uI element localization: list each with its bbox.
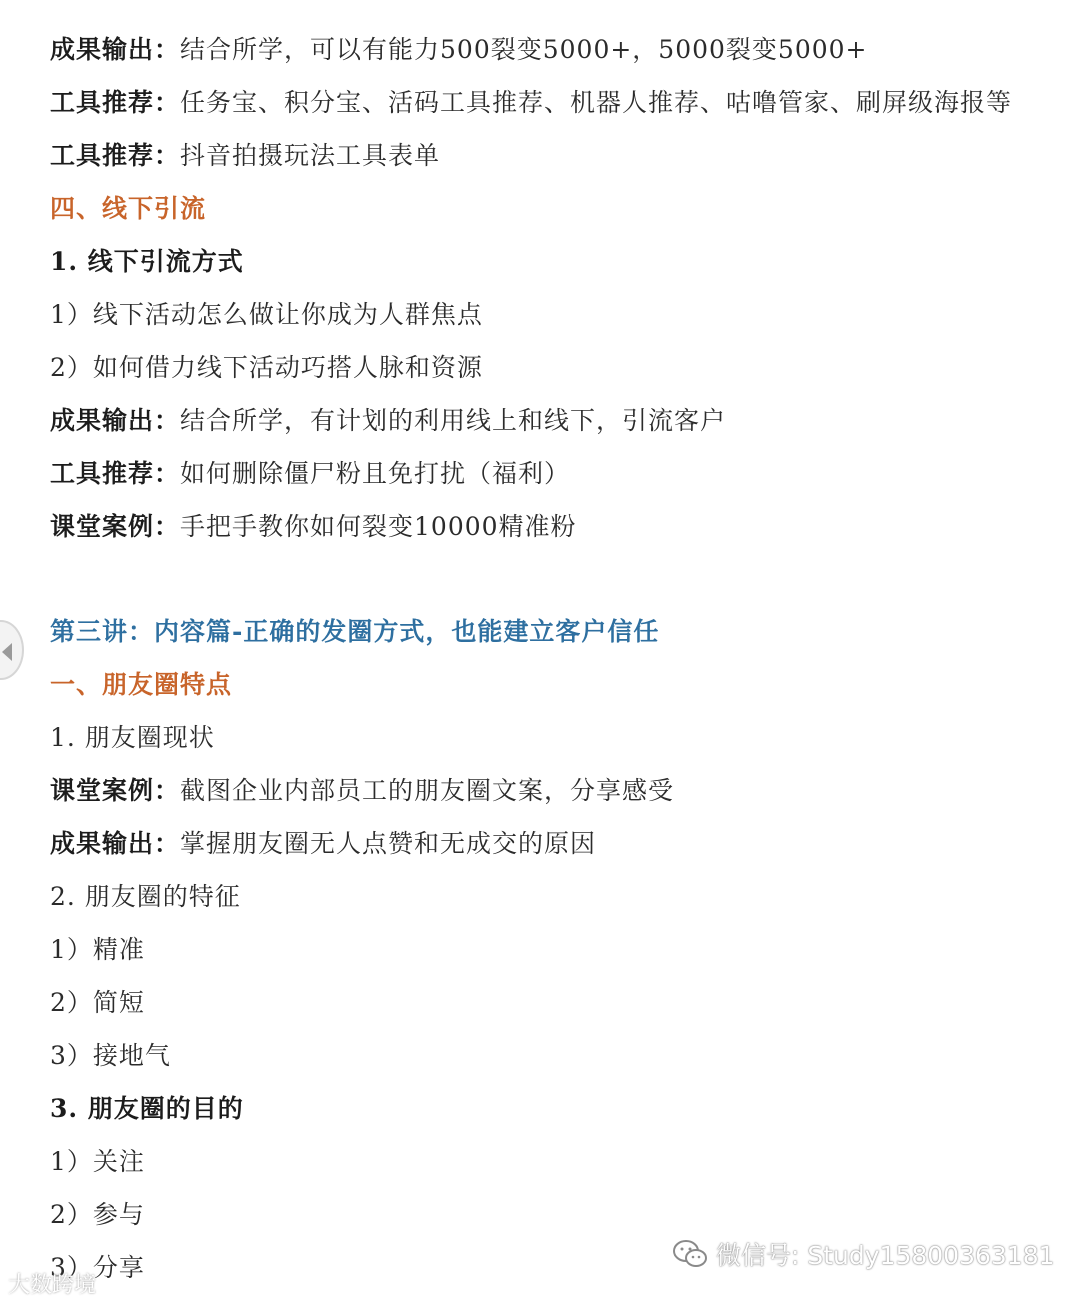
line-text: 结合所学，有计划的利用线上和线下，引流客户 [180,406,727,435]
lecture-heading: 第三讲：内容篇-正确的发圈方式，也能建立客户信任 [50,617,660,646]
list-item: 3）接地气 [50,1041,171,1070]
list-item: 1）线下活动怎么做让你成为人群焦点 [50,300,483,329]
line-label: 课堂案例： [50,776,181,805]
line-text: 任务宝、积分宝、活码工具推荐、机器人推荐、咕噜管家、刷屏级海报等 [180,88,1013,117]
wechat-icon [672,1239,708,1269]
line-text: 结合所学，可以有能力500裂变5000+，5000裂变5000+ [180,35,868,64]
output-line-2 [50,405,726,437]
list-item: 2）如何借力线下活动巧搭人脉和资源 [50,353,483,382]
output-line-1 [50,34,868,66]
subheading-moments-features: 2. 朋友圈的特征 [50,882,241,911]
section-heading-offline: 四、线下引流 [50,194,207,223]
subheading-offline-methods: 1. 线下引流方式 [50,247,244,276]
case-line-1 [50,511,577,543]
line-text: 掌握朋友圈无人点赞和无成交的原因 [180,829,597,858]
line-label: 成果输出： [50,35,181,64]
case-line-2 [50,775,674,807]
tool-line-1 [50,87,1012,119]
line-text: 截图企业内部员工的朋友圈文案，分享感受 [180,776,675,805]
back-arrow-icon[interactable] [0,620,24,680]
tool-line-2 [50,140,440,172]
line-label: 成果输出： [50,829,181,858]
list-item: 3）分享 [50,1253,145,1282]
line-label: 课堂案例： [50,512,181,541]
tool-line-3 [50,458,570,490]
line-label: 工具推荐： [50,88,181,117]
line-label: 工具推荐： [50,459,181,488]
line-text: 如何删除僵尸粉且免打扰（福利） [180,459,571,488]
line-label: 成果输出： [50,406,181,435]
list-item: 2）简短 [50,988,145,1017]
list-item: 1）关注 [50,1147,145,1176]
line-text: 手把手教你如何裂变10000精准粉 [180,512,577,541]
section-heading-moments: 一、朋友圈特点 [50,670,233,699]
output-line-3 [50,828,596,860]
wechat-watermark [672,1236,1055,1272]
line-label: 工具推荐： [50,141,181,170]
corner-watermark-text: 大数跨境 [8,1273,97,1298]
subheading-moments-status: 1. 朋友圈现状 [50,723,215,752]
list-item: 1）精准 [50,935,145,964]
list-item: 2）参与 [50,1200,145,1229]
wechat-id-text: 微信号: Study15800363181 [716,1241,1055,1270]
corner-watermark [8,1268,96,1299]
line-text: 抖音拍摄玩法工具表单 [180,141,441,170]
subheading-moments-purpose: 3. 朋友圈的目的 [50,1094,244,1123]
